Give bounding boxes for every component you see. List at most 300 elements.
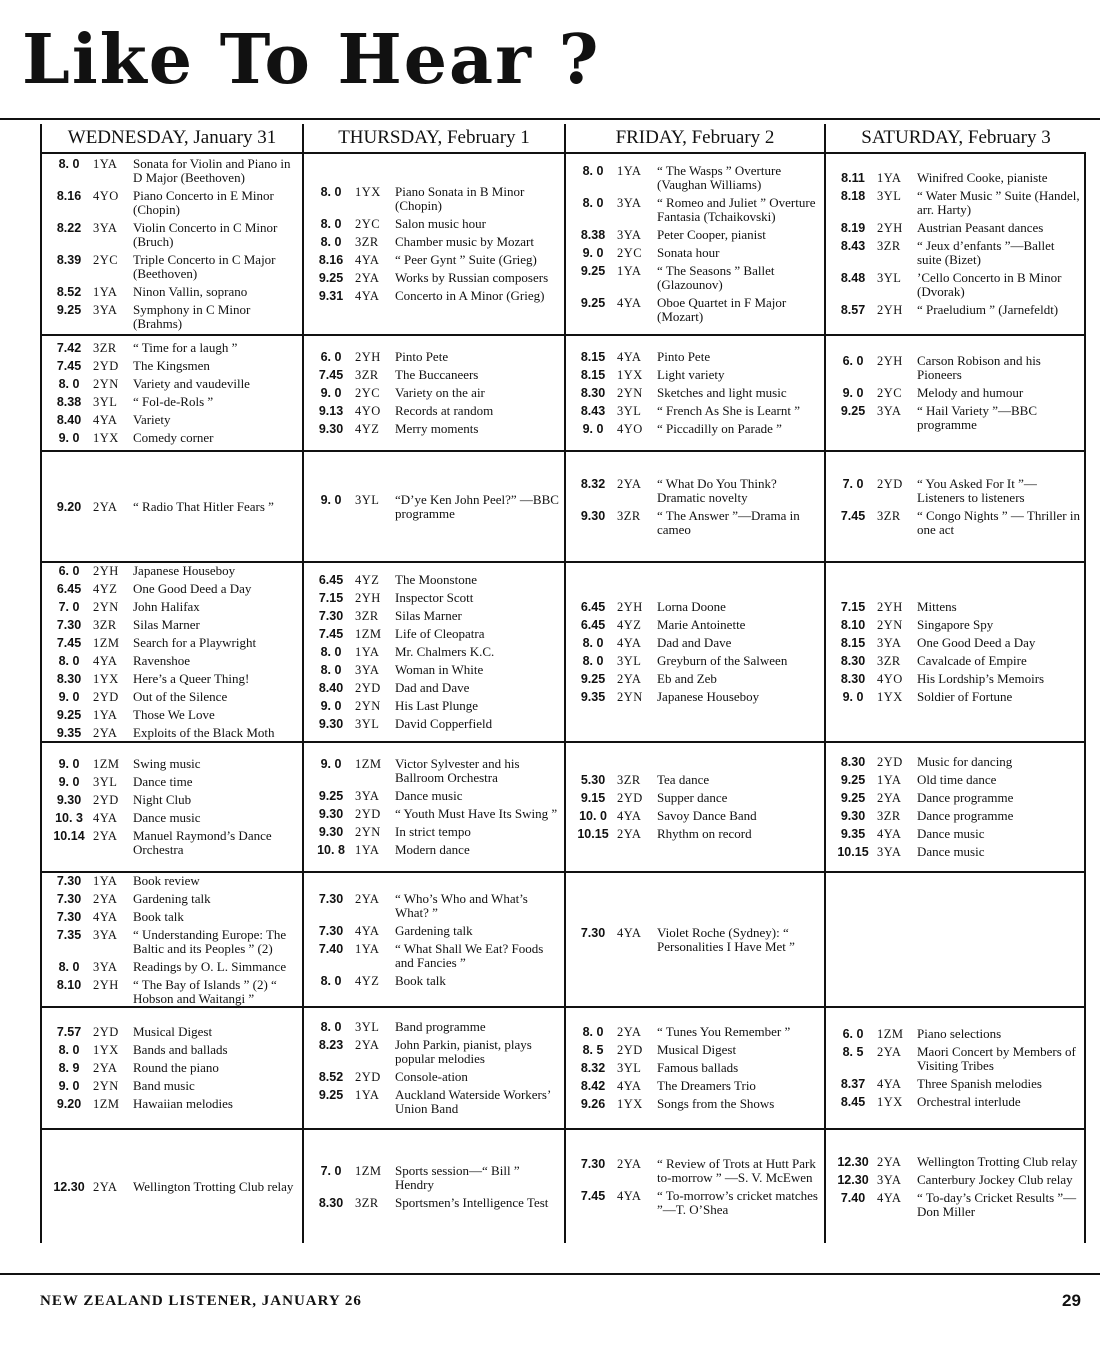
entry-programme: Sketches and light music: [657, 385, 787, 400]
entry-time: 9.25: [840, 791, 866, 805]
entry-station: 2YD: [877, 476, 903, 491]
entry-time: 7.30: [56, 873, 82, 888]
schedule-entry: [829, 1095, 1082, 1109]
entry-station: 2YD: [617, 791, 643, 805]
entry-time: 8.48: [840, 271, 866, 285]
entry-time: 8.16: [318, 253, 344, 267]
entry-programme: Rhythm on record: [657, 826, 752, 841]
schedule-entry: [45, 1097, 300, 1111]
schedule-entry: [45, 377, 300, 391]
entry-programme: Works by Russian composers: [395, 270, 549, 285]
entry-time: 8. 0: [320, 235, 342, 249]
entry-programme: Mr. Chalmers K.C.: [395, 644, 495, 659]
entry-time: 8.19: [840, 221, 866, 235]
entry-time: 9.25: [580, 296, 606, 310]
entry-programme: “ Time for a laugh ”: [133, 340, 238, 355]
schedule-entry: [829, 1027, 1082, 1041]
entry-programme: Musical Digest: [657, 1042, 737, 1057]
day-header-saturday: SATURDAY, February 3: [824, 124, 1086, 154]
day-header-wednesday: WEDNESDAY, January 31: [40, 124, 302, 154]
entry-station: 3YA: [93, 303, 118, 317]
entry-time: 9. 0: [58, 757, 80, 771]
entry-station: 2YC: [877, 386, 903, 400]
entry-programme: Dance music: [133, 810, 201, 825]
entry-programme: “ The Seasons ” Ballet (Glazounov): [657, 263, 775, 292]
entry-station: 1ZM: [355, 1163, 382, 1178]
entry-programme: Book review: [133, 872, 200, 888]
entry-station: 2YA: [617, 1025, 642, 1039]
entry-station: 4YA: [877, 827, 902, 841]
schedule-cell: [40, 154, 302, 334]
entry-time: 8. 0: [582, 196, 604, 210]
entry-station: 3YA: [617, 228, 642, 242]
entry-station: 2YA: [93, 499, 118, 514]
entry-time: 9.25: [580, 672, 606, 686]
entry-time: 8. 0: [58, 654, 80, 668]
entry-programme: Modern dance: [395, 842, 470, 857]
schedule-entry: [829, 239, 1082, 267]
entry-programme: Dance programme: [917, 808, 1014, 823]
schedule-entry: [307, 717, 562, 731]
entry-station: 4YA: [617, 925, 642, 940]
entry-time: 10.15: [837, 845, 869, 859]
schedule-entry: [45, 672, 300, 686]
day-header-thursday: THURSDAY, February 1: [302, 124, 564, 154]
entry-programme: The Moonstone: [395, 572, 477, 587]
entry-programme: Symphony in C Minor (Brahms): [133, 302, 251, 331]
entry-time: 9.20: [56, 1097, 82, 1111]
entry-station: 2YD: [93, 359, 119, 373]
entry-programme: Those We Love: [133, 707, 215, 722]
entry-station: 1YX: [617, 368, 643, 382]
entry-station: 3ZR: [617, 773, 641, 787]
schedule-entry: [569, 1079, 822, 1093]
schedule-entry: [829, 303, 1082, 317]
schedule-entry: [569, 350, 822, 364]
entry-station: 2YN: [93, 377, 119, 391]
entry-station: 2YN: [355, 825, 381, 839]
entry-time: 6. 0: [58, 564, 80, 578]
entry-station: 2YH: [355, 350, 381, 364]
schedule-entry: [45, 1025, 300, 1039]
entry-time: 8.30: [840, 755, 866, 769]
entry-programme: Dance music: [917, 826, 985, 841]
entry-time: 7.15: [318, 591, 344, 605]
entry-station: 4YA: [617, 296, 642, 310]
schedule-entry: [307, 807, 562, 821]
entry-programme: David Copperfield: [395, 716, 493, 731]
entry-time: 7.30: [318, 609, 344, 623]
schedule-cell: [824, 450, 1086, 561]
schedule-cell: [824, 1128, 1086, 1243]
entry-programme: “ Peer Gynt ” Suite (Grieg): [395, 252, 537, 267]
schedule-entry: [829, 654, 1082, 668]
schedule-cell: [564, 334, 824, 450]
entry-time: 7.30: [318, 891, 344, 906]
schedule-entry: [45, 189, 300, 217]
schedule-entry: [569, 1043, 822, 1057]
entry-time: 9.25: [318, 271, 344, 285]
entry-programme: One Good Deed a Day: [133, 581, 252, 596]
entry-station: 4YA: [617, 809, 642, 823]
schedule-entry: [307, 386, 562, 400]
schedule-entry: [307, 235, 562, 249]
schedule-entry: [45, 978, 300, 1006]
schedule-entry: [569, 1061, 822, 1075]
schedule-entry: [569, 690, 822, 704]
entry-programme: Gardening talk: [395, 922, 473, 938]
entry-station: 2YD: [355, 681, 381, 695]
schedule-grid: [40, 124, 1086, 1272]
entry-time: 8. 0: [320, 1020, 342, 1034]
entry-station: 1YA: [877, 171, 902, 185]
schedule-cell: [564, 1128, 824, 1243]
schedule-entry: [829, 600, 1082, 614]
entry-programme: “ Piccadilly on Parade ”: [657, 421, 782, 436]
entry-programme: His Last Plunge: [395, 698, 479, 713]
entry-programme: “ Fol-de-Rols ”: [133, 394, 214, 409]
entry-station: 3YA: [877, 404, 902, 418]
entry-programme: Piano selections: [917, 1026, 1002, 1041]
entry-programme: Tea dance: [657, 772, 710, 787]
schedule-entry: [45, 431, 300, 445]
entry-time: 8. 5: [842, 1045, 864, 1059]
entry-time: 9.25: [580, 264, 606, 278]
schedule-entry: [307, 924, 562, 938]
schedule-entry: [307, 1088, 562, 1116]
schedule-entry: [307, 974, 562, 988]
schedule-entry: [45, 221, 300, 249]
entry-time: 9.15: [580, 791, 606, 805]
entry-time: 7.45: [318, 368, 344, 382]
entry-time: 9. 0: [320, 386, 342, 400]
entry-station: 3YL: [355, 717, 380, 731]
entry-time: 9. 0: [58, 1079, 80, 1093]
entry-station: 3ZR: [355, 368, 379, 382]
entry-time: 9.30: [318, 825, 344, 839]
schedule-entry: [569, 164, 822, 192]
entry-station: 1ZM: [93, 636, 120, 650]
entry-programme: Readings by O. L. Simmance: [133, 958, 287, 974]
entry-programme: Pinto Pete: [657, 349, 711, 364]
schedule-entry: [829, 672, 1082, 686]
entry-time: 10. 8: [317, 843, 345, 857]
entry-station: 1YA: [93, 708, 118, 722]
entry-time: 7.45: [318, 627, 344, 641]
entry-programme: “ Youth Must Have Its Swing ”: [395, 806, 558, 821]
entry-station: 2YH: [355, 591, 381, 605]
entry-time: 8. 0: [320, 973, 342, 988]
schedule-entry: [307, 663, 562, 677]
page-title: Like To Hear ?: [22, 20, 601, 100]
entry-programme: One Good Deed a Day: [917, 635, 1036, 650]
entry-programme: Violin Concerto in C Minor (Bruch): [133, 220, 278, 249]
entry-station: 3ZR: [877, 239, 901, 253]
entry-time: 9.25: [840, 404, 866, 418]
entry-programme: Dance music: [395, 788, 463, 803]
entry-programme: Japanese Houseboy: [133, 563, 236, 578]
schedule-entry: [569, 404, 822, 418]
entry-time: 8.42: [580, 1079, 606, 1093]
entry-station: 3YA: [877, 636, 902, 650]
day-header-friday: FRIDAY, February 2: [564, 124, 824, 154]
entry-time: 7.45: [56, 636, 82, 650]
entry-station: 2YN: [93, 1079, 119, 1093]
entry-time: 10.15: [577, 827, 609, 841]
schedule-entry: [45, 910, 300, 924]
entry-station: 2YH: [617, 600, 643, 614]
entry-programme: Book talk: [133, 908, 184, 924]
entry-station: 1YA: [355, 645, 380, 659]
entry-station: 2YD: [355, 1070, 381, 1084]
entry-time: 9.20: [56, 499, 82, 514]
schedule-entry: [45, 341, 300, 355]
schedule-entry: [829, 171, 1082, 185]
schedule-entry: [569, 773, 822, 787]
entry-station: 2YD: [355, 807, 381, 821]
entry-station: 1ZM: [93, 757, 120, 771]
entry-time: 8. 0: [320, 217, 342, 231]
entry-programme: Three Spanish melodies: [917, 1076, 1042, 1091]
schedule-entry: [307, 404, 562, 418]
entry-programme: Cavalcade of Empire: [917, 653, 1027, 668]
entry-time: 9.35: [580, 690, 606, 704]
schedule-entry: [45, 285, 300, 299]
entry-time: 9.30: [56, 793, 82, 807]
schedule-entry: [45, 600, 300, 614]
schedule-entry: [829, 1191, 1082, 1219]
schedule-entry: [307, 1038, 562, 1066]
entry-time: 9.25: [318, 1088, 344, 1102]
entry-programme: Life of Cleopatra: [395, 626, 485, 641]
schedule-entry: [45, 413, 300, 427]
schedule-entry: [829, 354, 1082, 382]
entry-time: 8.37: [840, 1077, 866, 1091]
entry-station: 2YD: [877, 755, 903, 769]
entry-programme: John Parkin, pianist, plays popular melodies: [395, 1037, 532, 1066]
entry-station: 4YA: [93, 909, 118, 924]
schedule-entry: [45, 253, 300, 281]
entry-time: 7.45: [56, 359, 82, 373]
entry-time: 6.45: [580, 618, 606, 632]
entry-programme: “ The Bay of Islands ” (2) “ Hobson and Waitangi ”: [133, 976, 277, 1006]
entry-time: 8.15: [580, 368, 606, 382]
entry-programme: Light variety: [657, 367, 725, 382]
entry-station: 1YA: [617, 164, 642, 178]
schedule-entry: [829, 189, 1082, 217]
entry-time: 7.30: [56, 618, 82, 632]
schedule-entry: [45, 829, 300, 857]
entry-time: 7.42: [56, 341, 82, 355]
entry-time: 8.43: [840, 239, 866, 253]
entry-time: 9. 0: [58, 775, 80, 789]
entry-programme: Canterbury Jockey Club relay: [917, 1171, 1073, 1187]
schedule-entry: [307, 843, 562, 857]
schedule-entry: [569, 618, 822, 632]
entry-programme: Triple Concerto in C Major (Beethoven): [133, 252, 276, 281]
schedule-entry: [45, 1180, 300, 1194]
entry-time: 8.57: [840, 303, 866, 317]
schedule-entry: [307, 1070, 562, 1084]
entry-programme: Victor Sylvester and his Ballroom Orchestra: [395, 756, 520, 785]
entry-time: 8. 5: [582, 1043, 604, 1057]
schedule-entry: [45, 395, 300, 409]
schedule-entry: [569, 477, 822, 505]
entry-time: 9.30: [318, 422, 344, 436]
entry-programme: “ The Answer ”—Drama in cameo: [657, 507, 800, 537]
entry-station: 2YC: [355, 217, 381, 231]
entry-programme: Mittens: [917, 599, 957, 614]
entry-station: 2YC: [617, 246, 643, 260]
entry-programme: Dance time: [133, 774, 193, 789]
schedule-entry: [307, 1020, 562, 1034]
schedule-entry: [569, 296, 822, 324]
entry-programme: His Lordship’s Memoirs: [917, 671, 1045, 686]
schedule-entry: [307, 271, 562, 285]
entry-station: 3ZR: [93, 618, 117, 632]
entry-time: 8.11: [841, 171, 865, 185]
entry-station: 1YA: [355, 941, 380, 956]
entry-station: 2YA: [617, 476, 642, 491]
entry-programme: “ What Shall We Eat? Foods and Fancies ”: [395, 940, 544, 970]
entry-programme: Dance programme: [917, 790, 1014, 805]
entry-programme: Out of the Silence: [133, 689, 228, 704]
schedule-cell: [40, 334, 302, 450]
schedule-entry: [829, 1077, 1082, 1091]
schedule-entry: [307, 627, 562, 641]
schedule-entry: [307, 573, 562, 587]
entry-station: 2YD: [617, 1043, 643, 1057]
entry-time: 10. 0: [579, 809, 607, 823]
schedule-cell: [40, 450, 302, 561]
schedule-entry: [307, 185, 562, 213]
entry-programme: Sonata for Violin and Piano in D Major (Beethoven): [133, 156, 291, 185]
entry-station: 1ZM: [93, 1097, 120, 1111]
entry-station: 2YN: [877, 618, 903, 632]
schedule-entry: [829, 386, 1082, 400]
entry-time: 8.30: [840, 654, 866, 668]
schedule-entry: [569, 636, 822, 650]
entry-programme: Here’s a Queer Thing!: [133, 671, 250, 686]
entry-programme: Manuel Raymond’s Dance Orchestra: [133, 828, 272, 857]
schedule-entry: [569, 1097, 822, 1111]
publication-footer: NEW ZEALAND LISTENER, JANUARY 26: [40, 1293, 362, 1309]
schedule-entry: [307, 422, 562, 436]
entry-time: 9. 0: [58, 431, 80, 445]
schedule-entry: [307, 493, 562, 521]
entry-programme: Peter Cooper, pianist: [657, 227, 766, 242]
entry-programme: “ Water Music ” Suite (Handel, arr. Harty): [917, 188, 1080, 217]
schedule-entry: [829, 221, 1082, 235]
schedule-entry: [829, 509, 1082, 537]
entry-programme: Variety on the air: [395, 385, 485, 400]
entry-station: 3YL: [355, 492, 380, 507]
entry-programme: Silas Marner: [395, 608, 462, 623]
entry-time: 8.39: [56, 253, 82, 267]
schedule-entry: [307, 609, 562, 623]
entry-station: 1ZM: [355, 757, 382, 771]
entry-time: 8.15: [840, 636, 866, 650]
entry-station: 1ZM: [355, 627, 382, 641]
schedule-entry: [45, 960, 300, 974]
entry-station: 3ZR: [355, 235, 379, 249]
schedule-entry: [307, 368, 562, 382]
entry-time: 9.30: [318, 717, 344, 731]
entry-station: 3ZR: [93, 341, 117, 355]
entry-time: 7.30: [580, 925, 606, 940]
schedule-entry: [569, 422, 822, 436]
entry-time: 9.30: [318, 807, 344, 821]
schedule-entry: [307, 253, 562, 267]
schedule-entry: [307, 1196, 562, 1210]
schedule-entry: [45, 1079, 300, 1093]
entry-time: 8.45: [840, 1095, 866, 1109]
entry-programme: Savoy Dance Band: [657, 808, 757, 823]
bottom-rule: [0, 1273, 1100, 1275]
entry-programme: Chamber music by Mozart: [395, 234, 534, 249]
entry-time: 7.35: [56, 927, 82, 942]
schedule-entry: [307, 789, 562, 803]
entry-time: 7. 0: [320, 1163, 342, 1178]
entry-programme: Sports session—“ Bill ” Hendry: [395, 1162, 520, 1192]
entry-time: 8.18: [840, 189, 866, 203]
entry-programme: Comedy corner: [133, 430, 214, 445]
schedule-entry: [307, 289, 562, 303]
schedule-entry: [45, 500, 300, 514]
entry-programme: Swing music: [133, 756, 201, 771]
entry-programme: Variety: [133, 412, 171, 427]
entry-programme: Violet Roche (Sydney): “ Personalities I Have Met ”: [657, 924, 795, 954]
entry-station: 3YA: [877, 1172, 902, 1187]
entry-programme: Console-ation: [395, 1069, 468, 1084]
entry-station: 1ZM: [877, 1027, 904, 1041]
entry-station: 1YA: [355, 1088, 380, 1102]
entry-time: 8.32: [580, 1061, 606, 1075]
entry-time: 8. 0: [320, 645, 342, 659]
entry-station: 2YD: [93, 690, 119, 704]
entry-programme: Bands and ballads: [133, 1042, 228, 1057]
entry-station: 3YL: [355, 1020, 380, 1034]
entry-station: 1YX: [93, 1043, 119, 1057]
entry-programme: Band programme: [395, 1019, 486, 1034]
schedule-entry: [569, 827, 822, 841]
entry-station: 4YA: [93, 413, 118, 427]
entry-time: 8.30: [580, 386, 606, 400]
schedule-cell: [824, 561, 1086, 741]
entry-programme: “ To-morrow’s cricket matches ”—T. O’Shea: [657, 1187, 818, 1217]
schedule-entry: [45, 928, 300, 956]
top-rule: [0, 118, 1100, 120]
schedule-entry: [829, 809, 1082, 823]
entry-station: 4YZ: [355, 422, 380, 436]
entry-time: 8. 0: [58, 157, 80, 171]
schedule-entry: [569, 264, 822, 292]
entry-programme: Round the piano: [133, 1060, 219, 1075]
entry-programme: Night Club: [133, 792, 192, 807]
entry-time: 8.10: [840, 618, 866, 632]
entry-time: 8. 9: [58, 1061, 80, 1075]
schedule-cell: [302, 1128, 564, 1243]
schedule-entry: [45, 726, 300, 740]
entry-time: 8. 0: [582, 164, 604, 178]
entry-station: 2YA: [93, 1061, 118, 1075]
entry-station: 1YX: [617, 1097, 643, 1111]
entry-programme: “ Jeux d’enfants ”—Ballet suite (Bizet): [917, 238, 1055, 267]
schedule-cell: [824, 334, 1086, 450]
entry-time: 10. 3: [55, 811, 83, 825]
entry-station: 3YL: [93, 395, 118, 409]
entry-station: 1YA: [617, 264, 642, 278]
